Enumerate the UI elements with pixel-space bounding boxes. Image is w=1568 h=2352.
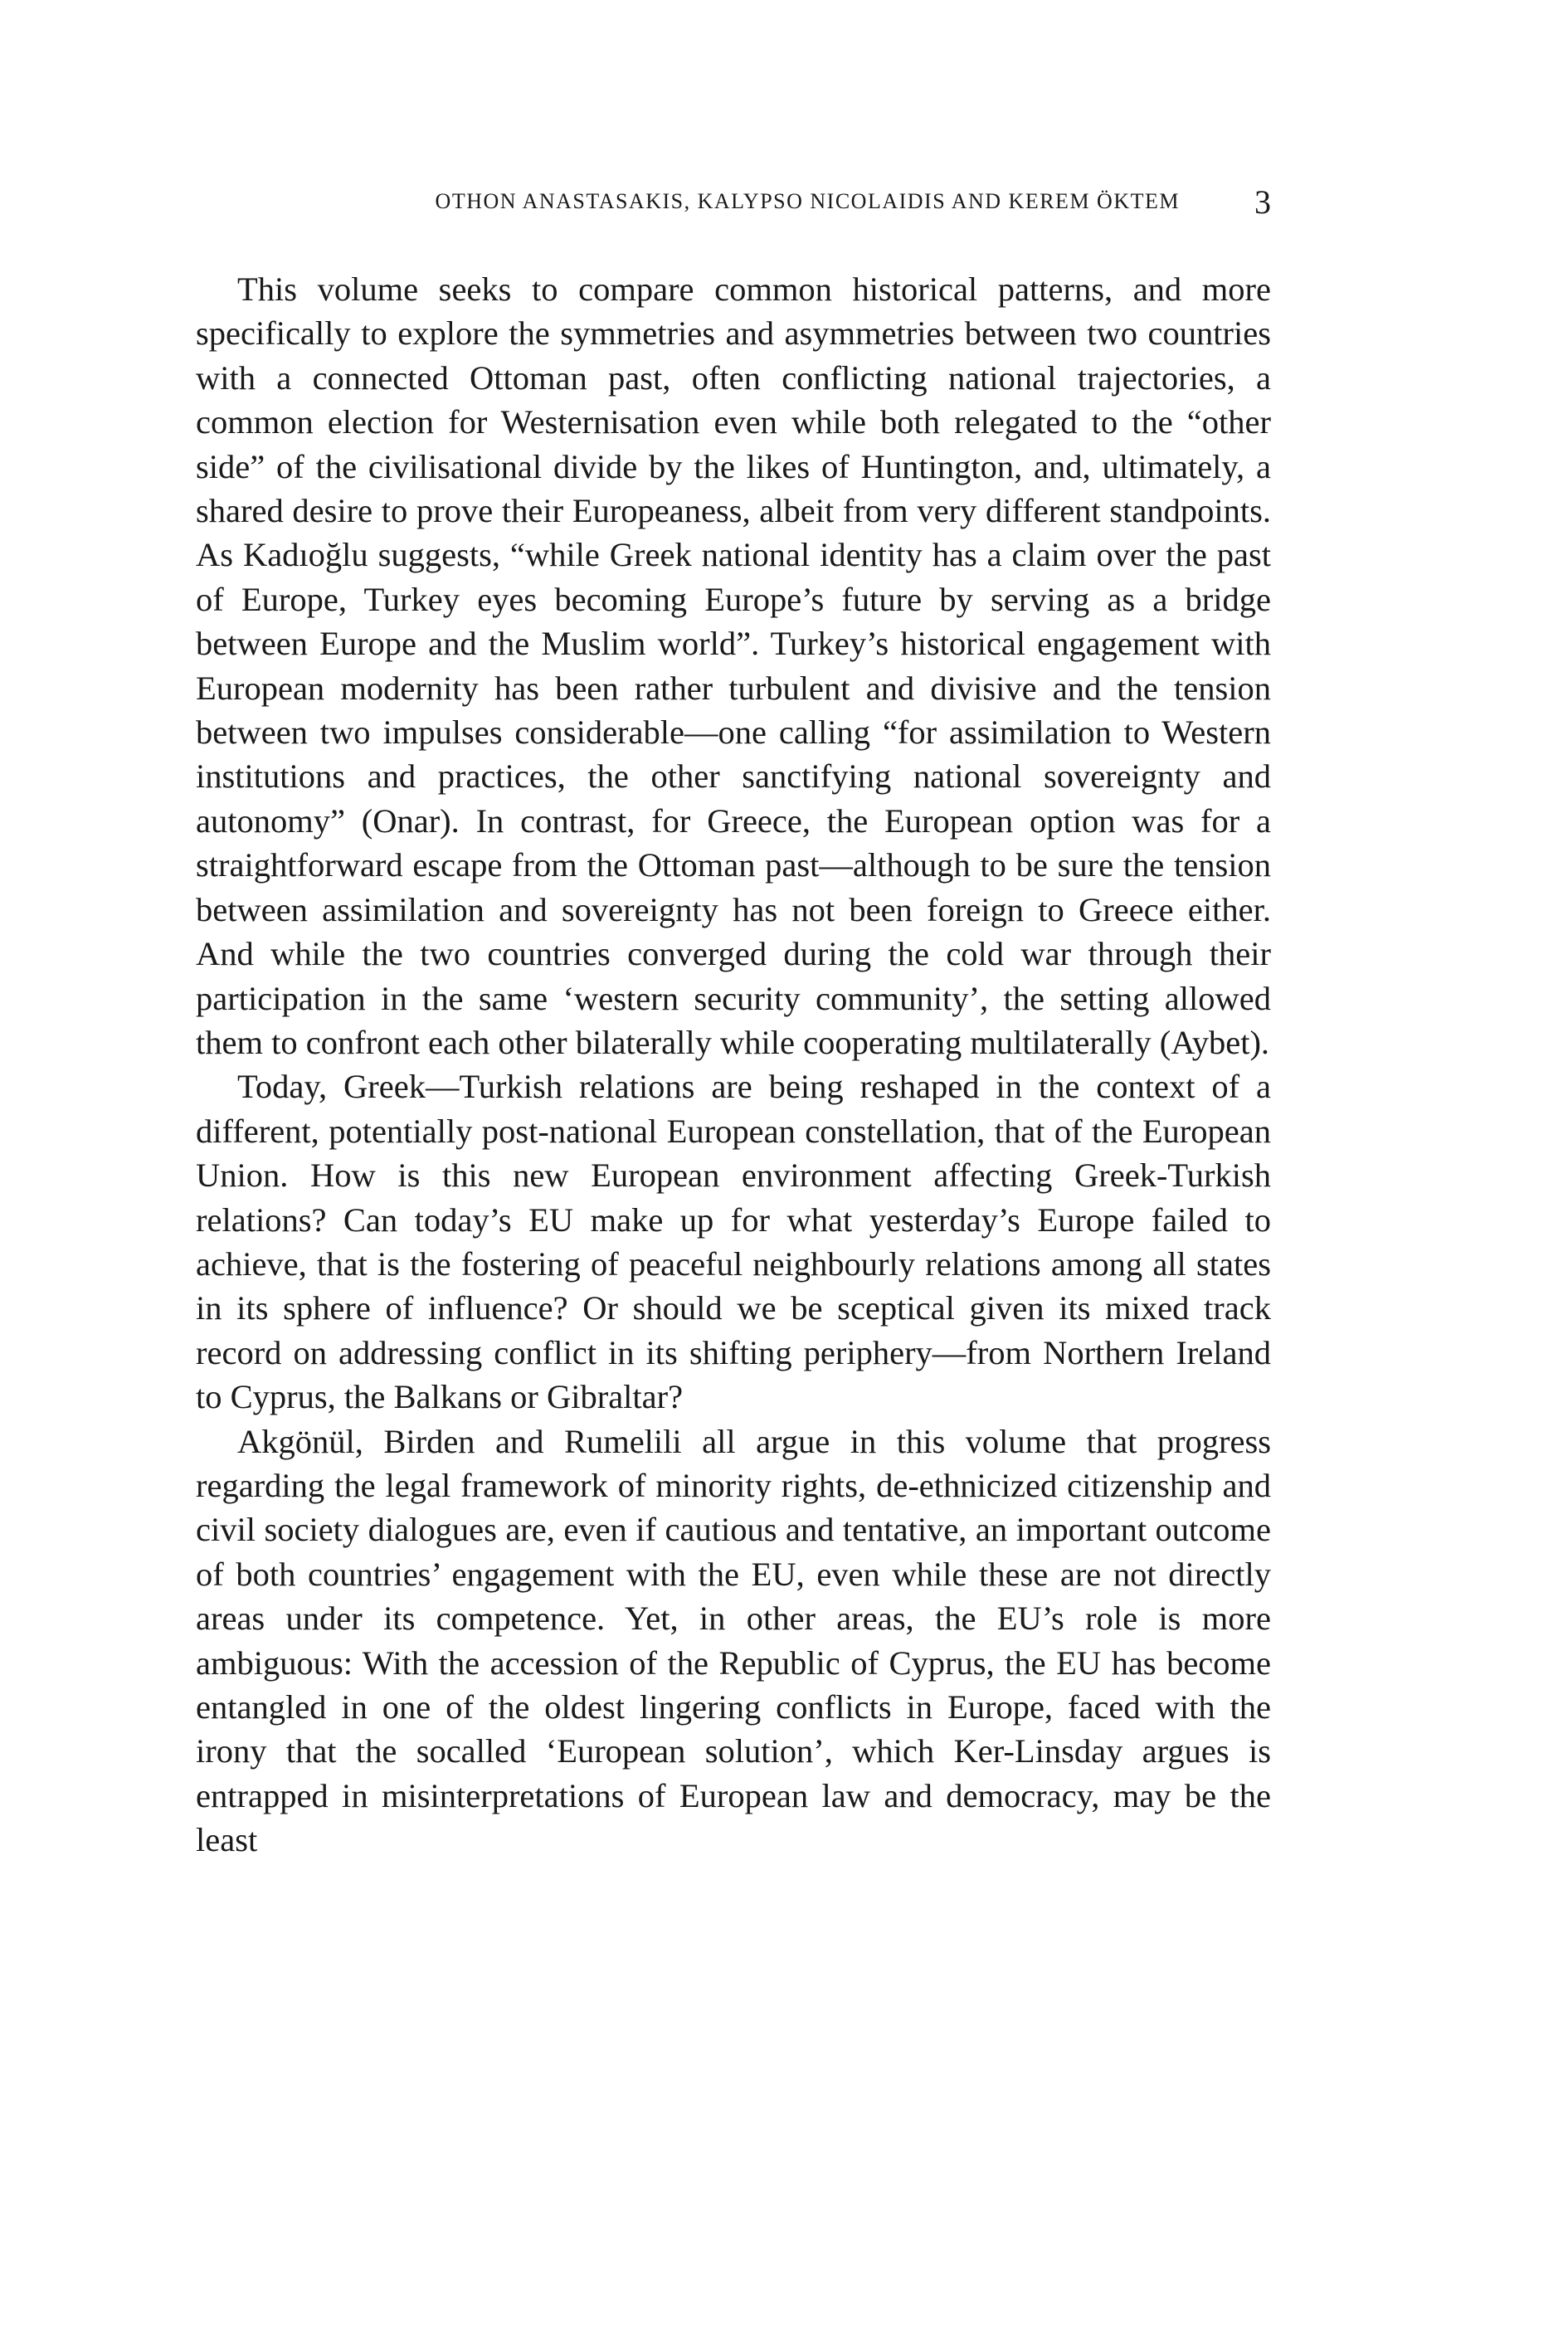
running-head-authors: OTHON ANASTASAKIS, KALYPSO NICOLAIDIS AND KEREM ÖKTEM: [435, 189, 1180, 213]
paragraph-3: Akgönül, Birden and Rumelili all argue in this volume that progress regarding the legal framework of minority rights, de-ethnicized citizenship and civil society dialogues are, even if cautious and tentative, an important outcome of both countries’ engagement with the EU, even while these are not directly areas under its competence. Yet, in other areas, the EU’s role is more ambiguous: With the accession of the Republic of Cyprus, the EU has become entangled in one of the oldest lingering conflicts in Europe, faced with the irony that the socalled ‘European solution’, which Ker-Linsday argues is entrapped in misinterpretations of European law and democracy, may be the least: [196, 1422, 1271, 1859]
running-head: [0, 183, 1271, 224]
body-text: [196, 267, 1271, 1863]
page-number: 3: [1254, 183, 1271, 221]
paragraph-1: This volume seeks to compare common historical patterns, and more specifically to explore the symmetries and asymmetries between two countries with a connected Ottoman past, often conflicting national trajectories, a common election for Westernisation even while both relegated to the “other side” of the civilisational divide by the likes of Huntington, and, ultimately, a shared desire to prove their Europeaness, albeit from very different standpoints. As Kadıoğlu suggests, “while Greek national identity has a claim over the past of Europe, Turkey eyes becoming Europe’s future by serving as a bridge between Europe and the Muslim world”. Turkey’s historical engagement with European modernity has been rather turbulent and divisive and the tension between two impulses considerable—one calling “for assimilation to Western institutions and practices, the other sanctifying national sovereignty and autonomy” (Onar). In contrast, for Greece, the European option was for a straightforward escape from the Ottoman past—although to be sure the tension between assimilation and sovereignty has not been foreign to Greece either. And while the two countries converged during the cold war through their participation in the same ‘western security community’, the setting allowed them to confront each other bilaterally while cooperating multilaterally (Aybet).: [196, 270, 1271, 1061]
paragraph-2: Today, Greek—Turkish relations are being reshaped in the context of a different, potentially post-national European constellation, that of the European Union. How is this new European environment affecting Greek-Turkish relations? Can today’s EU make up for what yesterday’s Europe failed to achieve, that is the fostering of peaceful neighbourly relations among all states in its sphere of influence? Or should we be sceptical given its mixed track record on addressing conflict in its shifting periphery—from Northern Ireland to Cyprus, the Balkans or Gibraltar?: [196, 1068, 1271, 1416]
